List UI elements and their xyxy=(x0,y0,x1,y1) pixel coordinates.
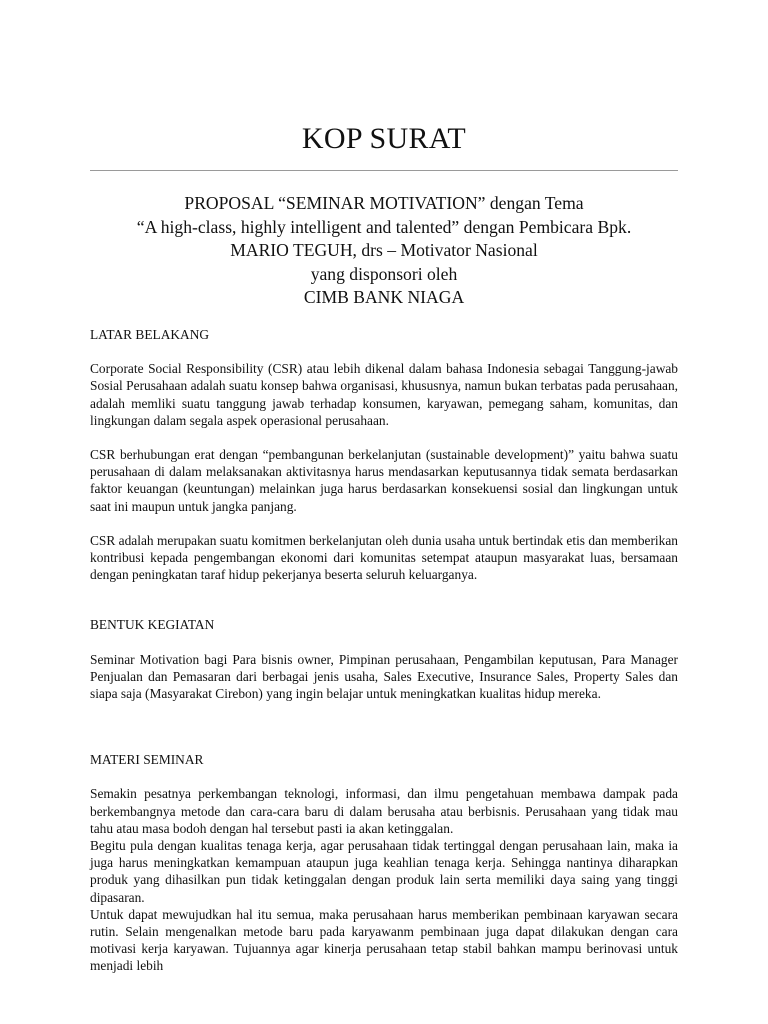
paragraph-materi-1: Semakin pesatnya perkembangan teknologi, informasi, dan ilmu pengetahuan membawa dampak pada berkembangnya metode dan cara-cara baru di dalam berusaha atau berbisnis. Perusahaan yang tidak mau tahu atau masa bodoh dengan hal tersebut pasti ia akan ketinggalan. xyxy=(90,786,678,836)
letterhead-divider xyxy=(90,170,678,171)
title-line-1 xyxy=(90,192,678,216)
title-line-2-period: . xyxy=(626,216,632,237)
heading-latar-belakang: LATAR BELAKANG xyxy=(90,327,210,342)
letterhead-title: KOP SURAT xyxy=(301,122,467,155)
title-line-2-tail: dengan Pembicara Bpk xyxy=(463,216,627,237)
heading-materi-seminar: MATERI SEMINAR xyxy=(90,752,204,768)
proposal-title xyxy=(90,192,678,310)
title-line-2-main: “A high-class, highly intelligent and talented” xyxy=(136,216,464,237)
document-body xyxy=(90,326,678,975)
title-line-1-tail: dengan Tema xyxy=(489,193,584,213)
title-line-3: MARIO TEGUH, drs – Motivator Nasional xyxy=(230,240,538,260)
paragraph-latar-3: CSR adalah merupakan suatu komitmen berkelanjutan oleh dunia usaha untuk bertindak etis dan memberikan kontribusi kepada pengembangan ekonomi dari komunitas setempat ataupun masyarakat luas, bersamaan dengan peningkatan taraf hidup pekerjanya beserta seluruh keluarganya. xyxy=(90,532,678,583)
paragraph-bentuk-1: Seminar Motivation bagi Para bisnis owner, Pimpinan perusahaan, Pengambilan keputusan, Para Manager Penjualan dan Pemasaran dari berbagai jenis usaha, Sales Executive, Insurance Sales, Property Sales dan siapa saja (Masyarakat Cirebon) yang ingin belajar untuk meningkatkan kualitas hidup mereka. xyxy=(90,651,678,702)
paragraph-materi-3: Untuk dapat mewujudkan hal itu semua, maka perusahaan harus memberikan pembinaan karyawan secara rutin. Selain mengenalkan metode baru pada karyawanm pembinaan juga dapat dilakukan dengan cara motivasi kerja karyawan. Tujuannya agar kinerja perusahaan tetap stabil bahkan mampu berinovasi untuk menjadi lebih xyxy=(90,906,678,974)
paragraph-latar-1: Corporate Social Responsibility (CSR) atau lebih dikenal dalam bahasa Indonesia sebagai Tanggung-jawab Sosial Perusahaan adalah suatu konsep bahwa organisasi, khususnya, namun bukan terbatas pada perusahaan, adalah memliki suatu tanggung jawab terhadap konsumen, karyawan, pemegang saham, komunitas, dan lingkungan dalam segala aspek operasional perusahaan. xyxy=(90,361,678,428)
paragraph-materi-2: Begitu pula dengan kualitas tenaga kerja, agar perusahaan tidak tertinggal dengan perusahaan lain, maka ia juga harus meningkatkan kemampuan ataupun juga keahlian tenaga kerja. Sehingga nantinya diharapkan produk yang dihasilkan pun tidak ketinggalan dengan produk lain serta memiliki daya saing yang tinggi dipasaran. xyxy=(90,838,678,905)
title-line-4: yang disponsori oleh xyxy=(310,263,458,284)
title-line-2 xyxy=(90,216,678,240)
paragraph-latar-2: CSR berhubungan erat dengan “pembangunan berkelanjutan (sustainable development)” yaitu bahwa suatu perusahaan di dalam melaksanakan aktivitasnya harus mendasarkan keputusannya tidak semata berdasarkan faktor keuangan (keuntungan) melainkan juga harus berdasarkan konsekuensi sosial dan lingkungan untuk saat ini maupun untuk jangka panjang. xyxy=(90,447,678,514)
title-line-1-main: PROPOSAL “SEMINAR MOTIVATION” xyxy=(184,193,490,213)
heading-bentuk-kegiatan: BENTUK KEGIATAN xyxy=(90,617,215,633)
title-line-5: CIMB BANK NIAGA xyxy=(303,287,465,307)
